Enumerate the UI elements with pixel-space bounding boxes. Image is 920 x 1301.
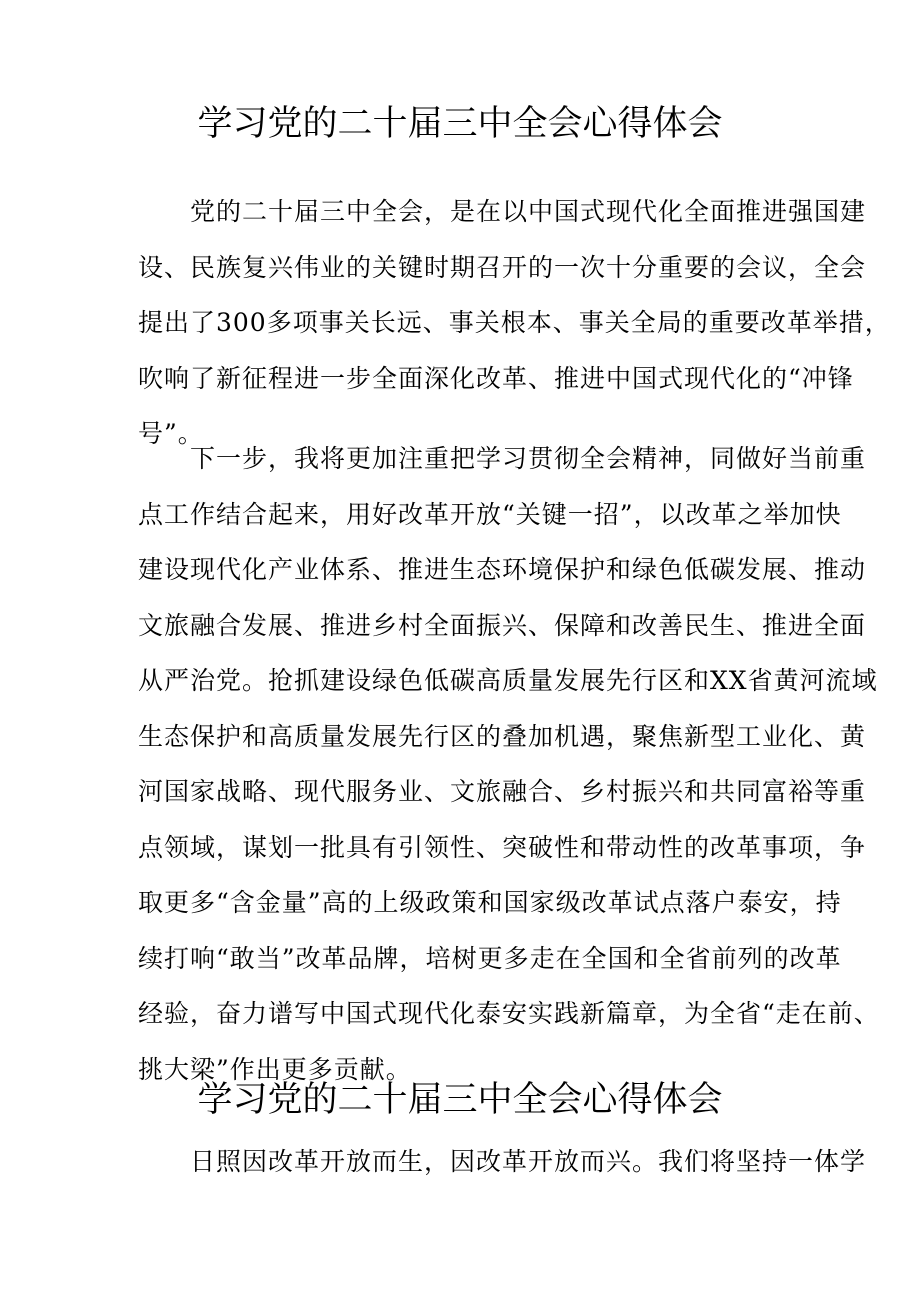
paragraph-line: 提出了300多项事关长远、事关根本、事关全局的重要改革举措， (138, 308, 891, 337)
article-1-title: 学习党的二十届三中全会心得体会 (197, 104, 723, 144)
paragraph-line: 党的二十届三中全会，是在以中国式现代化全面推进强国建 (190, 197, 867, 226)
paragraph-line: 号”。 (138, 419, 204, 448)
paragraph-line: 点工作结合起来，用好改革开放“关键一招”，以改革之举加快 (138, 499, 842, 529)
article-1-paragraph-2 (138, 431, 880, 1097)
article-2-paragraph-1 (138, 1134, 867, 1190)
paragraph-line: 设、民族复兴伟业的关键时期召开的一次十分重要的会议，全会 (138, 252, 867, 282)
paragraph-line: 文旅融合发展、推进乡村全面振兴、保障和改善民生、推进全面 (138, 610, 867, 640)
paragraph-line: 点领域，谋划一批具有引领性、突破性和带动性的改革事项，争 (138, 832, 867, 862)
paragraph-line: 挑大梁”作出更多贡献。 (138, 1054, 412, 1084)
article-1-paragraph-1 (138, 184, 891, 462)
paragraph-line: 下一步，我将更加注重把学习贯彻全会精神，同做好当前重 (190, 444, 867, 473)
paragraph-line: 生态保护和高质量发展先行区的叠加机遇，聚焦新型工业化、黄 (138, 721, 867, 751)
paragraph-line: 建设现代化产业体系、推进生态环境保护和绿色低碳发展、推动 (138, 555, 867, 584)
article-2-title: 学习党的二十届三中全会心得体会 (197, 1080, 723, 1120)
paragraph-line: 吹响了新征程进一步全面深化改革、推进中国式现代化的“冲锋 (138, 363, 854, 393)
paragraph-line: 日照因改革开放而生，因改革开放而兴。我们将坚持一体学 (190, 1147, 867, 1176)
paragraph-line: 续打响“敢当”改革品牌，培树更多走在全国和全省前列的改革 (138, 943, 842, 973)
paragraph-line: 取更多“含金量”高的上级政策和国家级改革试点落户泰安，持 (138, 888, 842, 917)
paragraph-line: 经验，奋力谱写中国式现代化泰安实践新篇章，为全省“走在前、 (138, 999, 880, 1028)
paragraph-line: 从严治党。抢抓建设绿色低碳高质量发展先行区和XX省黄河流域 (138, 666, 878, 695)
paragraph-line: 河国家战略、现代服务业、文旅融合、乡村振兴和共同富裕等重 (138, 777, 867, 806)
